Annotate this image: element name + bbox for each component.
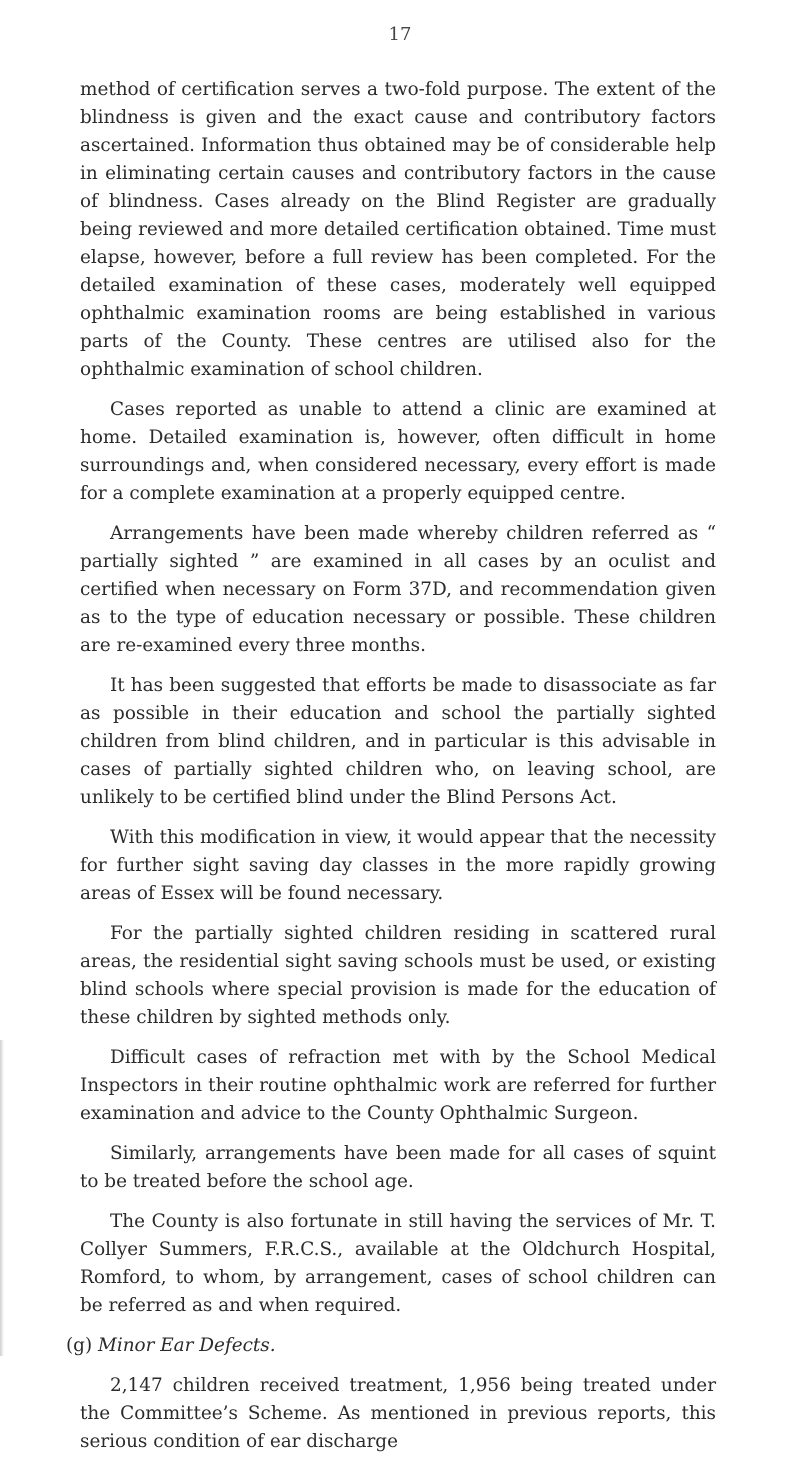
section-marker: (g) <box>66 1335 93 1356</box>
paragraph-collyer-summers: The County is also fortunate in still having the services of Mr. T. Collyer Summers, F.R.C.S., available at the Oldchurch Hospital, Romford, to whom, by arrangement, cases of school children can be referred as and when required. <box>80 1211 716 1316</box>
paragraph-partially-sighted: Arrangements have been made whereby children referred as “ partially sighted ” are examined in all cases by an oculist and certified when necessary on Form 37D, and recommendation given as to the type of education necessary or possible. These children are re-examined every three months. <box>80 523 716 656</box>
paragraph-disassociate: It has been suggested that efforts be made to disassociate as far as possible in their education and school the partially sighted children from blind children, and in particular is this advisable in cases of partially sighted children who, on leaving school, are unlikely to be certified blind under the Blind Persons Act. <box>80 675 716 808</box>
document-body <box>66 76 716 1468</box>
paragraph-refraction: Difficult cases of refraction met with by the School Medical Inspectors in their routine ophthalmic work are referred for further examination and advice to the County Ophthalmic Surgeon. <box>80 1047 716 1124</box>
page-number: 17 <box>388 24 412 45</box>
paragraph-rural-areas: For the partially sighted children residing in scattered rural areas, the residential sight saving schools must be used, or existing blind schools where special provision is made for the education of these children by sighted methods only. <box>80 923 716 1028</box>
paragraph-sight-saving-classes: With this modification in view, it would appear that the necessity for further sight saving day classes in the more rapidly growing areas of Essex will be found necessary. <box>80 827 716 904</box>
page-edge-shadow <box>0 1040 4 1356</box>
section-title: Minor Ear Defects. <box>97 1335 276 1356</box>
paragraph-home-examination: Cases reported as unable to attend a clinic are examined at home. Detailed examination is, however, often difficult in home surroundings and, when considered necessary, every effort is made for a complete examination at a properly equipped centre. <box>80 399 716 504</box>
paragraph-squint: Similarly, arrangements have been made for all cases of squint to be treated before the school age. <box>80 1143 716 1192</box>
paragraph-certification: method of certification serves a two-fold purpose. The extent of the blindness is given and the exact cause and contributory factors ascertained. Information thus obtained may be of considerable help in eliminating certain causes and contributory factors in the cause of blindness. Cases already on the Blind Register are gradually being reviewed and more detailed certification obtained. Time must elapse, however, before a full review has been completed. For the detailed examination of these cases, moderately well equipped ophthalmic examination rooms are being established in various parts of the County. These centres are utilised also for the ophthalmic examination of school children. <box>80 79 716 380</box>
paragraph-ear-treatment: 2,147 children received treatment, 1,956 being treated under the Committee’s Scheme. As mentioned in previous reports, this serious condition of ear discharge <box>80 1375 716 1452</box>
